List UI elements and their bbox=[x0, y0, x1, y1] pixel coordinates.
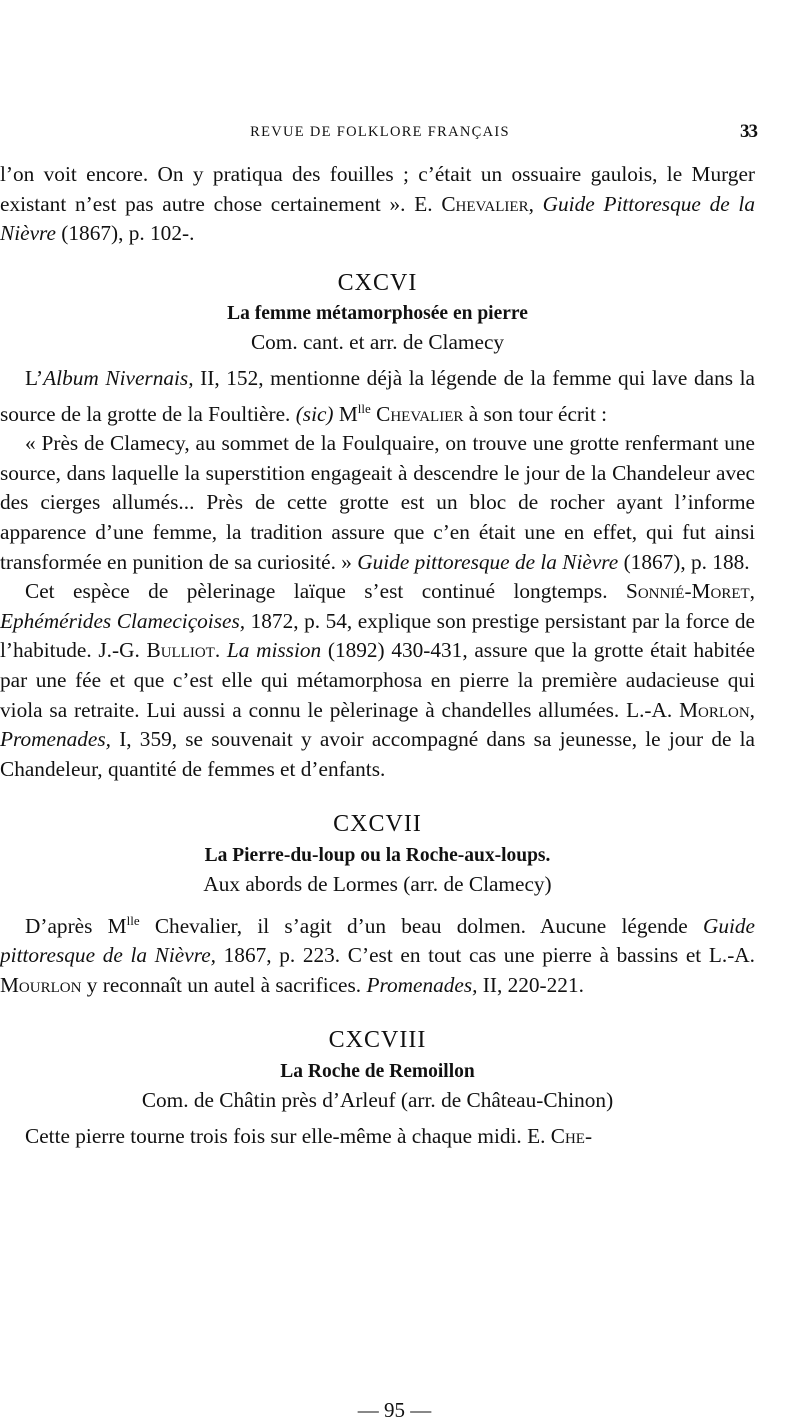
work-title: Guide Pittoresque de la Nièvre bbox=[0, 191, 755, 246]
author-name: Morlon bbox=[679, 697, 750, 722]
text-run: , bbox=[528, 191, 543, 216]
text-run: Cet espèce de pèlerinage laïque s’est continué longtemps. bbox=[25, 579, 626, 604]
text-run: (1892) 430-431, assure que la grotte était habitée par une fée et que c’est elle qui métamorphosa en pierre la première audacieuse qui viola sa retraite. Lui aussi a connu le pèlerinage à chandelles allumées. L.-A. bbox=[0, 638, 755, 722]
work-title: Guide pittoresque de la Nièvre, bbox=[0, 913, 755, 968]
section-title: La femme métamorphosée en pierre bbox=[227, 303, 528, 325]
paragraph bbox=[0, 906, 755, 1001]
section-location: Com. de Châtin près d’Arleuf (arr. de Château-Chinon) bbox=[141, 1088, 614, 1113]
text-run: (1867), p. 188. bbox=[618, 549, 750, 574]
author-name: Bulliot bbox=[146, 638, 215, 663]
section-title: La Pierre-du-loup ou la Roche-aux-loups. bbox=[204, 844, 551, 866]
text-run: 1867, p. 223. C’est en tout cas une pierre à bassins et L.-A. bbox=[215, 943, 755, 968]
text-run: « Près de Clamecy, au sommet de la Foulquaire, on trouve une grotte renfermant une source, dans laquelle la superstition engageait à descendre le jour de la Chandeleur avec des cierges allumés... Près de cette grotte est un bloc de rocher ayant l’informe apparence d’une femme, la tradition assure que c’en était une en effet, qui fut ainsi transformée en punition de sa curiosité. » bbox=[0, 431, 755, 574]
text-run: Cette pierre tourne trois fois sur elle-même à chaque midi. E. bbox=[25, 1123, 551, 1148]
superscript: lle bbox=[357, 400, 371, 416]
work-title: Promenades, bbox=[0, 727, 111, 752]
page-header bbox=[0, 121, 789, 146]
section-number: CXCVII bbox=[333, 811, 422, 838]
text-run: Chevalier, il s’agit d’un beau dolmen. Aucune légende bbox=[139, 913, 703, 938]
author-name: Che- bbox=[550, 1123, 593, 1148]
author-name: Sonnié-Moret bbox=[625, 579, 750, 604]
text-run: l’on voit encore. On y pratiqua des fouilles ; c’était un ossuaire gaulois, le Murger existant n’est pas autre chose certainement ». E. bbox=[0, 162, 755, 216]
text-run: 1872, p. 54, explique son prestige persistant par la force de l’habitude. J.-G. bbox=[0, 608, 755, 663]
text-run: I, 359, se souvenait y avoir accompagné dans sa jeunesse, le jour de la Chandeleur, quantité de femmes et d’enfants. bbox=[0, 727, 755, 781]
quote-paragraph bbox=[0, 429, 755, 577]
section-title: La Roche de Remoillon bbox=[280, 1061, 475, 1083]
running-title: REVUE DE FOLKLORE FRANÇAIS bbox=[250, 124, 510, 140]
text-run: , bbox=[749, 697, 755, 722]
paragraph bbox=[0, 577, 755, 784]
text-run: . bbox=[214, 638, 227, 663]
text-run: , bbox=[749, 579, 755, 604]
text-run: D’après M bbox=[25, 913, 127, 938]
author-name: Chevalier bbox=[370, 401, 464, 426]
text-run: II, 152, mentionne déjà la légende de la femme qui lave dans la source de la grotte de la Foultière. bbox=[0, 365, 755, 426]
text-run: (1867), p. 102-. bbox=[55, 221, 195, 246]
text-run: L’ bbox=[25, 365, 44, 390]
text-run: M bbox=[333, 401, 358, 426]
author-name: Chevalier bbox=[441, 191, 529, 216]
superscript: lle bbox=[126, 912, 140, 928]
intro-paragraph bbox=[0, 160, 755, 249]
work-title: Album Nivernais, bbox=[43, 365, 194, 390]
body-text bbox=[0, 160, 755, 1151]
author-name: Mourlon bbox=[0, 972, 82, 997]
page-number: — 95 — bbox=[357, 1398, 432, 1422]
text-run: à son tour écrit : bbox=[463, 401, 608, 426]
text-run: y reconnaît un autel à sacrifices. bbox=[81, 972, 367, 997]
section-number: CXCVI bbox=[337, 269, 418, 296]
sic-note: (sic) bbox=[295, 401, 334, 426]
paragraph bbox=[0, 1122, 755, 1152]
work-title: Promenades, bbox=[366, 972, 478, 997]
work-title: Guide pittoresque de la Nièvre bbox=[357, 549, 619, 574]
work-title: La mission bbox=[226, 638, 322, 663]
text-run: II, 220-221. bbox=[477, 972, 584, 997]
section-location: Aux abords de Lormes (arr. de Clamecy) bbox=[203, 871, 552, 896]
section-number: CXCVIII bbox=[328, 1027, 427, 1054]
work-title: Ephémérides Clameciçoises, bbox=[0, 608, 246, 633]
paragraph bbox=[0, 364, 755, 429]
section-location: Com. cant. et arr. de Clamecy bbox=[250, 330, 505, 355]
page-mark: 33 bbox=[740, 121, 757, 142]
